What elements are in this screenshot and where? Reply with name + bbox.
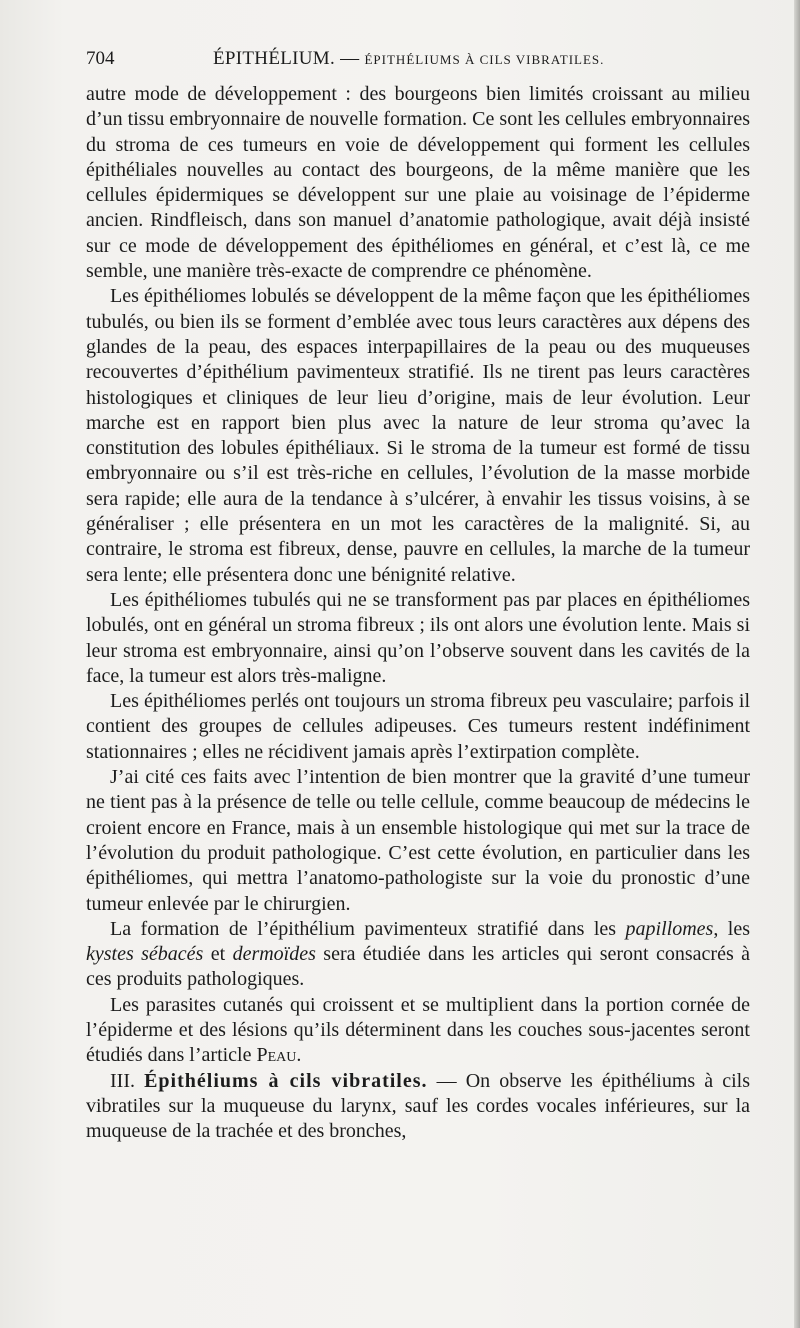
running-title <box>213 46 604 73</box>
header-dash: — <box>340 48 360 69</box>
paragraph-4: Les épithéliomes perlés ont toujours un stroma fibreux peu vasculaire; parfois il contient des groupes de cellules adipeuses. Ces tumeurs restent indéfiniment stationnaires ; elles ne récidivent jamais après l’extirpation complète. <box>86 690 750 763</box>
header-subtitle: ÉPITHÉLIUMS À CILS VIBRATILES. <box>364 52 605 67</box>
section-heading: Épithéliums à cils vibratiles. <box>144 1069 428 1092</box>
paragraph-2: Les épithéliomes lobulés se développent de la même façon que les épithéliomes tubulés, ou bien ils se forment d’emblée avec tous leurs caractères aux dépens des glandes de la peau, des espaces interpapillaires de la peau ou des muqueuses recouvertes d’épithélium pavimenteux stratifié. Ils ne tirent pas leurs caractères histologiques et cliniques de leur lieu d’origine, mais de leur évolution. Leur marche est en rapport bien plus avec la nature de leur stroma qu’avec la constitution des lobules épithéliaux. Si le stroma de la tumeur est formé de tissu embryonnaire ou s’il est très-riche en cellules, l’évolution de la masse morbide sera rapide; elle aura de la tendance à s’ulcérer, à envahir les tissus voisins, à se généraliser ; elle présentera en un mot les caractères de la malignité. Si, au contraire, le stroma est fibreux, dense, pauvre en cellules, la marche de la tumeur sera lente; elle présentera donc une bénignité relative. <box>86 285 750 586</box>
article-reference-peau: Peau <box>256 1044 297 1067</box>
paragraph-8-text: — On observe les épithéliums à cils vibratiles sur la muqueuse du larynx, sauf les cordes vocales inférieures, sur la muqueuse de la trachée et des bronches, <box>86 1069 751 1143</box>
header-title: ÉPITHÉLIUM. <box>213 48 336 69</box>
paragraph-6 <box>86 917 750 993</box>
paragraph-6-text-a: La formation de l’épithélium pavimenteux stratifié dans les <box>110 917 626 940</box>
paragraph-6-text-b: , les <box>713 917 751 940</box>
term-papillomes: papillomes <box>625 917 714 940</box>
term-dermoides: dermoïdes <box>232 943 316 966</box>
paragraph-3: Les épithéliomes tubulés qui ne se transforment pas par places en épithéliomes lobulés, ont en général un stroma fibreux ; ils ont alors une évolution lente. Mais si leur stroma est embryonnaire, ainsi qu’on l’observe souvent dans les cavités de la face, la tumeur est alors très-maligne. <box>86 588 750 687</box>
term-kystes-sebaces: kystes sébacés <box>86 943 204 966</box>
paragraph-6-text-c: et <box>203 943 233 966</box>
page-number: 704 <box>86 48 115 69</box>
paragraph-8 <box>86 1069 750 1145</box>
paragraph-7 <box>86 993 750 1069</box>
paragraph-5: J’ai cité ces faits avec l’intention de bien montrer que la gravité d’une tumeur ne tient pas à la présence de telle ou telle cellule, comme beaucoup de médecins le croient encore en France, mais à un ensemble histologique qui met sur la trace de l’évolution du produit pathologique. C’est cette évolution, en particulier dans les épithéliomes, qui mettra l’anatomo-pathologiste sur la voie du pronostic d’une tumeur enlevée par le chirurgien. <box>86 766 750 915</box>
paragraph-1: autre mode de développement : des bourgeons bien limités croissant au milieu d’un tissu embryonnaire de nouvelle formation. Ce sont les cellules embryonnaires du stroma de ces tumeurs en voie de développement qui forment les cellules épithéliales nouvelles au contact des bourgeons, de la même manière que les cellules épidermiques se développent sur une plaie au voisinage de l’épiderme ancien. Rindfleisch, dans son manuel d’anatomie pathologique, avait déjà insisté sur ce mode de développement des épithéliomes en général, et c’est là, ce me semble, une manière très-exacte de comprendre ce phénomène. <box>86 83 750 283</box>
page-body <box>86 82 750 1144</box>
paragraph-7-text-a: Les parasites cutanés qui croissent et se multiplient dans la portion cornée de l’épiderme et des lésions qu’ils déterminent dans les couches sous-jacentes seront étudiés dans l’article <box>86 993 750 1067</box>
paragraph-7-text-b: . <box>296 1044 302 1067</box>
paragraph-6-text-d: sera étudiée dans les articles qui seront consacrés à ces produits pathologiques. <box>86 943 751 991</box>
page-binding-edge <box>794 0 800 1328</box>
section-number: III. <box>110 1069 135 1092</box>
